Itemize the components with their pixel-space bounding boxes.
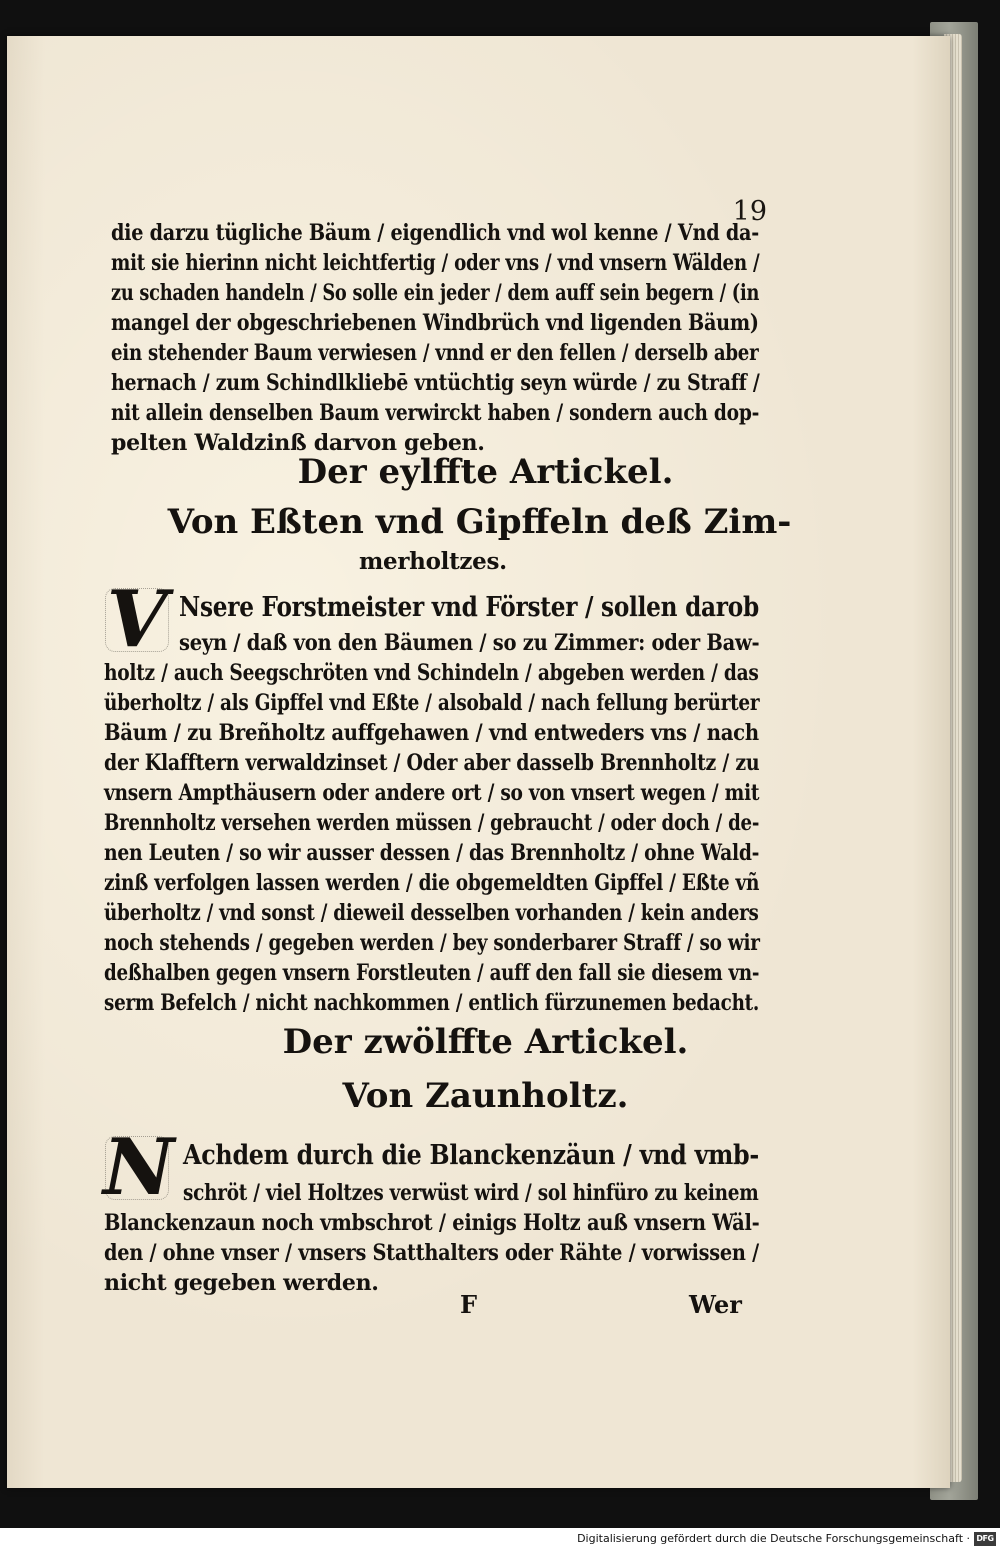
- text-line: überholtz / als Gipffel vnd Eßte / alsobald / nach fellung berürter: [104, 690, 760, 716]
- text-line: der Klafftern verwaldzinset / Oder aber dasselb Brennholtz / zu: [104, 750, 760, 776]
- text-line: noch stehends / gegeben werden / bey sonderbarer Straff / so wir: [104, 930, 760, 956]
- text-line: mangel der obgeschriebenen Windbrüch vnd ligenden Bäum): [111, 310, 759, 336]
- text-line: nicht gegeben werden.: [104, 1270, 379, 1296]
- text-line: überholtz / vnd sonst / dieweil desselben vorhanden / kein anders: [104, 900, 759, 926]
- text-line: vnsern Ampthäusern oder andere ort / so von vnsert wegen / mit: [104, 780, 760, 806]
- book-page: [7, 36, 950, 1488]
- funding-credit: Digitalisierung gefördert durch die Deutsche Forschungsgemeinschaft ·: [577, 1532, 970, 1545]
- text-line: seyn / daß von den Bäumen / so zu Zimmer: oder Baw-: [179, 630, 760, 656]
- decorated-initial: V: [103, 586, 171, 654]
- text-line: hernach / zum Schindlkliebē vntüchtig seyn würde / zu Straff /: [111, 370, 760, 396]
- text-line: zinß verfolgen lassen werden / die obgemeldten Gipffel / Eßte vñ: [104, 870, 760, 896]
- article-subheading-12: Von Zaunholtz.: [342, 1076, 629, 1116]
- article-subheading-11-cont: merholtzes.: [359, 548, 507, 575]
- text-line: deßhalben gegen vnsern Forstleuten / auff den fall sie diesem vn-: [104, 960, 760, 986]
- text-line: mit sie hierinn nicht leichtfertig / oder vns / vnd vnsern Wälden /: [111, 250, 760, 276]
- signature-mark: F: [460, 1290, 478, 1319]
- text-line: Brennholtz versehen werden müssen / gebraucht / oder doch / de-: [104, 810, 760, 836]
- text-line: schröt / viel Holtzes verwüst wird / sol hinfüro zu keinem: [183, 1180, 759, 1206]
- text-line: Nsere Forstmeister vnd Förster / sollen darob: [179, 592, 759, 623]
- text-line: Bäum / zu Breñholtz auffgehawen / vnd entweders vns / nach: [104, 720, 759, 746]
- text-line: Achdem durch die Blanckenzäun / vnd vmb-: [183, 1140, 760, 1171]
- catchword: Wer: [689, 1290, 742, 1319]
- decorated-initial: N: [103, 1122, 175, 1213]
- text-line: ein stehender Baum verwiesen / vnnd er den fellen / derselb aber: [111, 340, 759, 366]
- text-line: nen Leuten / so wir ausser dessen / das Brennholtz / ohne Wald-: [104, 840, 760, 866]
- page-number: 19: [732, 196, 767, 227]
- text-line: Blanckenzaun noch vmbschrot / einigs Holtz auß vnsern Wäl-: [104, 1210, 760, 1236]
- text-line: die darzu tügliche Bäum / eigendlich vnd wol kenne / Vnd da-: [111, 220, 759, 246]
- article-subheading-11: Von Eßten vnd Gipffeln deß Zim-: [167, 502, 792, 542]
- dfg-logo: DFG: [974, 1532, 996, 1546]
- footer-bar: [0, 1528, 1000, 1552]
- article-heading-11: Der eylffte Artickel.: [297, 452, 674, 492]
- article-heading-12: Der zwölffte Artickel.: [282, 1022, 689, 1062]
- text-line: den / ohne vnser / vnsers Statthalters oder Rähte / vorwissen /: [104, 1240, 759, 1266]
- text-line: serm Befelch / nicht nachkommen / entlich fürzunemen bedacht.: [104, 990, 760, 1016]
- text-line: zu schaden handeln / So solle ein jeder / dem auff sein begern / (in: [111, 280, 760, 306]
- text-line: pelten Waldzinß darvon geben.: [111, 430, 485, 456]
- text-line: holtz / auch Seegschröten vnd Schindeln / abgeben werden / das: [104, 660, 759, 686]
- text-line: nit allein denselben Baum verwirckt haben / sondern auch dop-: [111, 400, 760, 426]
